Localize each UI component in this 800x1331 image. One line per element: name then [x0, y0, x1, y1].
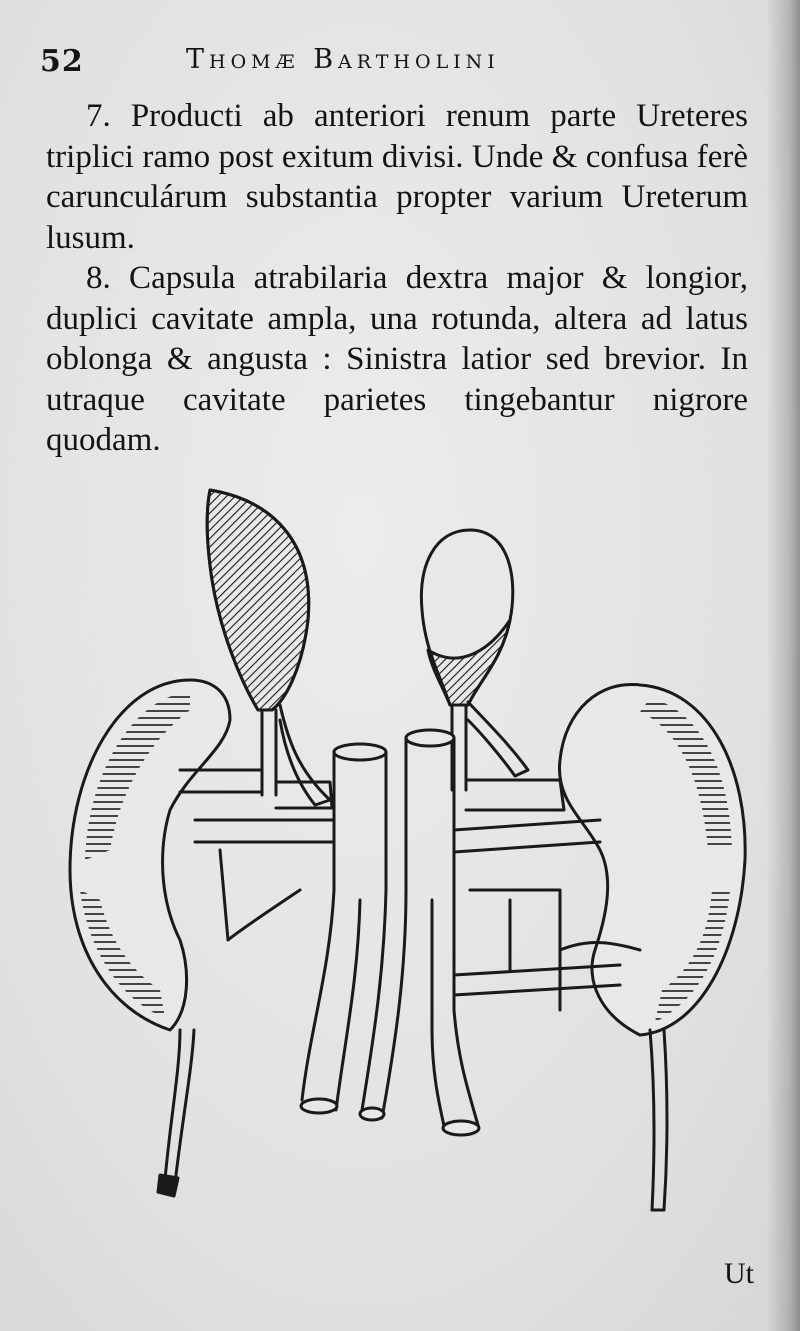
kidney-woodcut-illustration	[40, 470, 760, 1230]
running-head: Thomæ Bartholini	[186, 44, 500, 75]
left-kidney	[70, 680, 230, 1196]
page-number: 52	[40, 44, 84, 79]
paragraph-7: 7. Producti ab anteriori renum parte Ureteres triplici ramo post exitum divisi. Unde & confusa ferè carunculárum substantia propter varium Ureterum lusum.	[46, 98, 748, 256]
kidney-woodcut-svg	[40, 470, 760, 1230]
right-kidney	[559, 684, 745, 1210]
catchword: Ut	[724, 1257, 754, 1290]
paragraph-8: 8. Capsula atrabilaria dextra major & longior, duplici cavitate ampla, una rotunda, altera ad latus oblonga & angusta : Sinistra latior sed brevior. In utraque cavitate parietes tingebantur nigrore quodam.	[46, 260, 748, 458]
right-capsule	[421, 530, 564, 810]
body-text	[46, 96, 748, 461]
spine-shadow	[766, 0, 800, 1331]
